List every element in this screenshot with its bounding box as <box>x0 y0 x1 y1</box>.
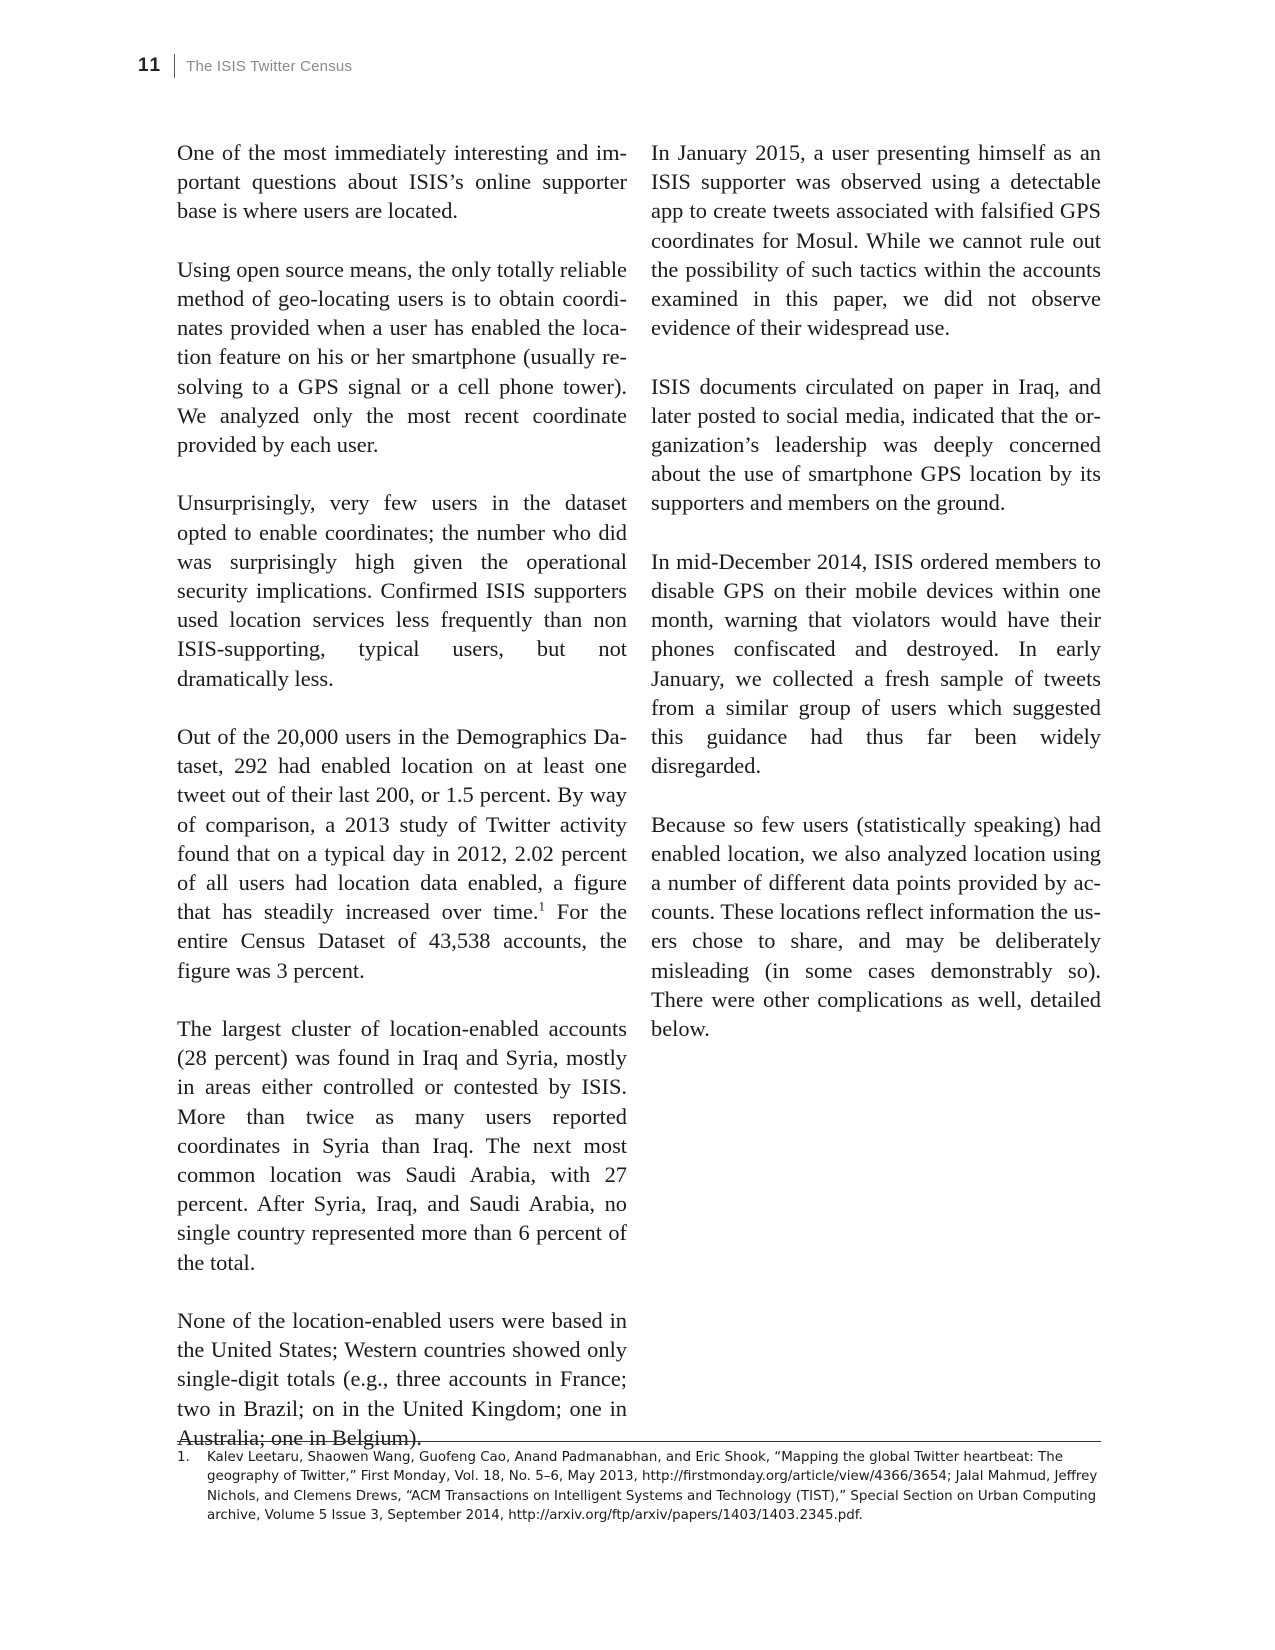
left-column <box>177 138 627 1481</box>
page-number: 11 <box>138 55 163 76</box>
paragraph: Using open source means, the only totally reliable method of geo-locating users is to obtain coordinates provided when a user has enabled the location feature on his or her smartphone (usually resolving to a GPS signal or a cell phone tower). We analyzed only the most recent coordinate provided by each user. <box>177 256 627 458</box>
running-header <box>138 54 352 78</box>
paragraph: None of the location-enabled users were based in the United States; Western countries showed only single-digit totals (e.g., three accounts in France; two in Brazil; on in the United Kingdom; one in Australia; one in Belgium). <box>177 1308 627 1450</box>
document-title: The ISIS Twitter Census <box>186 57 353 75</box>
footnote-number: 1. <box>177 1450 190 1465</box>
footnote-item <box>177 1448 1101 1526</box>
paragraph: Unsurprisingly, very few users in the dataset opted to enable coordinates; the number who did was surprisingly high given the operational security implications. Confirmed ISIS supporters used location services less frequently than non ISIS-supporting, typical users, but not dramatically less. <box>177 490 627 691</box>
paragraph-text: For the entire Census Dataset of 43,538 accounts, the figure was 3 percent. <box>177 899 628 983</box>
footnote-text: Kalev Leetaru, Shaowen Wang, Guofeng Cao, Anand Padmanabhan, and Eric Shook, “Mapping the global Twitter heartbeat: The geography of Twitter,” First Monday, Vol. 18, No. 5–6, May 2013, http://firstmonday.org/article/view/4366/3654; Jalal Mahmud, Jeffrey Nichols, and Clemens Drews, “ACM Transactions on Intelligent Systems and Technology (TIST),” Special Section on Urban Computing archive, Volume 5 Issue 3, September 2014, http://arxiv.org/ftp/arxiv/papers/1403/1403.2345.pdf. <box>207 1450 1098 1524</box>
paragraph: Because so few users (statistically speaking) had enabled location, we also analyzed location using a number of different data points provided by accounts. These locations reflect information the users chose to share, and may be deliberately misleading (in some cases demonstrably so). There were other complications as well, detailed below. <box>651 811 1101 1042</box>
paragraph-text: Out of the 20,000 users in the Demographics Dataset, 292 had enabled location on at least one tweet out of their last 200, or 1.5 percent. By way of comparison, a 2013 study of Twitter activity found that on a typical day in 2012, 2.02 percent of all users had location data enabled, a figure that has steadily increased over time. <box>177 724 627 925</box>
footnote-ref[interactable]: 1 <box>538 898 546 914</box>
header-divider <box>174 54 175 78</box>
paragraph: One of the most immediately interesting and important questions about ISIS’s online supporter base is where users are located. <box>177 140 627 224</box>
paragraph: In mid-December 2014, ISIS ordered members to disable GPS on their mobile devices within one month, warning that violators would have their phones confiscated and destroyed. In early January, we collected a fresh sample of tweets from a similar group of users which suggested this guidance had thus far been widely disregarded. <box>651 548 1101 779</box>
right-column <box>651 138 1101 1072</box>
paragraph: In January 2015, a user presenting himself as an ISIS supporter was observed using a detectable app to create tweets associated with falsified GPS coordinates for Mosul. While we cannot rule out the possibility of such tactics within the accounts examined in this paper, we did not observe evidence of their widespread use. <box>651 140 1101 341</box>
paragraph: ISIS documents circulated on paper in Iraq, and later posted to social media, indicated that the organization’s leadership was deeply concerned about the use of smartphone GPS location by its supporters and members on the ground. <box>651 373 1101 516</box>
footnotes <box>177 1441 1101 1526</box>
paragraph-with-footnote-ref <box>177 722 627 985</box>
paragraph: The largest cluster of location-enabled accounts (28 percent) was found in Iraq and Syria, mostly in areas either controlled or contested by ISIS. More than twice as many users reported coordinates in Syria than Iraq. The next most common location was Saudi Arabia, with 27 percent. After Syria, Iraq, and Saudi Arabia, no single country represented more than 6 percent of the total. <box>177 1016 627 1275</box>
